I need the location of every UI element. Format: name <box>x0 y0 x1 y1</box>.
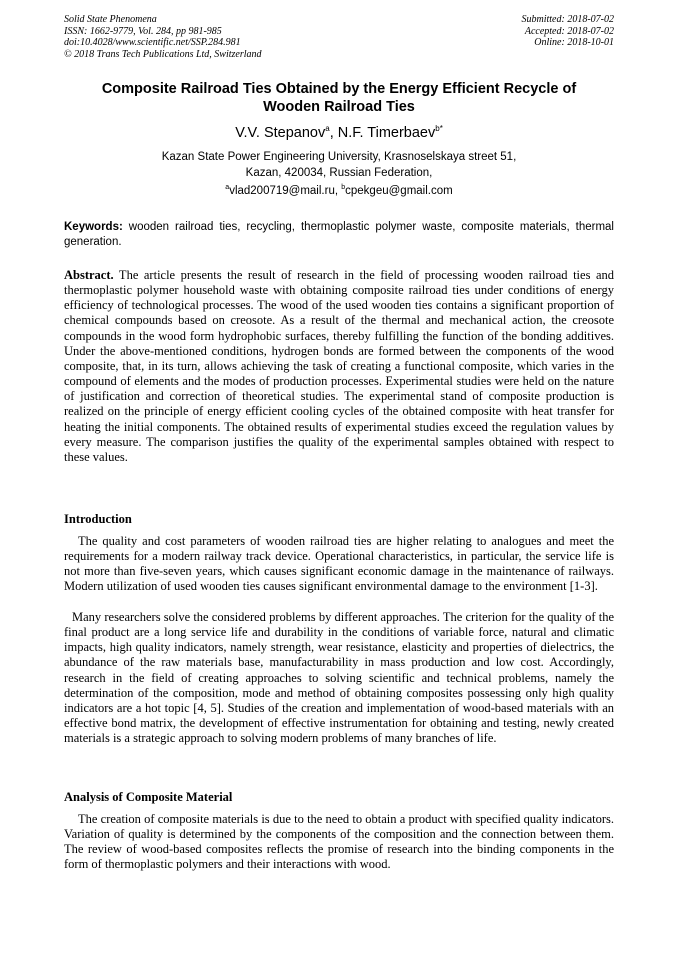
author-2: N.F. Timerbaev <box>337 125 436 141</box>
title-line-2: Wooden Railroad Ties <box>263 99 415 115</box>
introduction-heading: Introduction <box>64 512 132 526</box>
author-emails <box>64 184 614 199</box>
affiliation-line-2: Kazan, 420034, Russian Federation, <box>245 166 433 179</box>
paper-title <box>64 80 614 116</box>
introduction-paragraph-2: Many researchers solve the considered problems by different approaches. The criterion for the quality of the final product are a long service life and durability in the conditions of variable force, natural and climatic impacts, high quality indicators, namely strength, wear resistance, elasticity and properties of dielectrics, the abundance of the raw materials base, manufacturability in mass production and low cost. Accordingly, research in the field of creating approaches to solving scientific and technical problems, namely the determination of the composition, mode and method of obtaining composites possessing only high quality indicators are a hot topic [4, 5]. Studies of the creation and implementation of wood-based materials with an effective bond matrix, the development of effective instrumentation for obtaining and testing, newly created materials is a strategic approach to solving modern problems of many branches of life. <box>64 610 614 746</box>
accepted-date: Accepted: 2018-07-02 <box>524 25 614 37</box>
publication-dates <box>522 14 615 49</box>
author-list <box>64 124 614 142</box>
email-b[interactable]: cpekgeu@gmail.com <box>345 185 453 197</box>
journal-info <box>64 14 262 60</box>
abstract <box>64 268 614 465</box>
introduction-paragraph-1: The quality and cost parameters of wooden railroad ties are higher relating to analogues and meet the requirements for a modern railway track device. Operational characteristics, in particular, the service life is not more than five-seven years, which causes significant economic damage in the maintenance of railways. Modern utilization of used wooden ties causes significant environmental damage to the environment [1-3]. <box>64 534 614 594</box>
journal-issn: ISSN: 1662-9779, Vol. 284, pp 981-985 <box>64 25 222 37</box>
author-separator: , <box>329 125 338 141</box>
keywords-text: wooden railroad ties, recycling, thermoplastic polymer waste, composite materials, thermal generation. <box>64 221 614 248</box>
affiliation <box>64 150 614 181</box>
email-a-mark: a <box>225 184 230 192</box>
abstract-text: The article presents the result of research in the field of processing wooden railroad ties and thermoplastic polymer household waste with obtaining composite railroad ties under conditions of energy efficiency of technological processes. The wood of the used wooden ties contains a significant proportion of chemical compounds based on creosote. As a result of the thermal and mechanical action, the creosote compounds in the wood form hydrophobic surfaces, thereby fulfilling the function of the bonding additives. Under the above-mentioned conditions, hydrogen bonds are formed between the components of the wood composite, that, in its turn, allows achieving the task of creating a functional composite, which varies in the compound of elements and the modes of production processes. Experimental studies were held on the nature of justification and correction of theoretical studies. The experimental stand of composite production is realized on the principle of energy efficient cooling cycles of the obtained composite with heat transfer for heating the initial components. The obtained results of experimental studies exceed the regulation values by every measure. The comparison justifies the quality of the experimental samples obtained with respect to these values. <box>64 268 614 464</box>
submitted-date: Submitted: 2018-07-02 <box>521 14 614 25</box>
email-b-mark: b <box>341 184 346 192</box>
journal-doi[interactable]: doi:10.4028/www.scientific.net/SSP.284.981 <box>64 37 241 48</box>
author-2-affil-mark: b* <box>435 124 443 134</box>
analysis-paragraph-1: The creation of composite materials is due to the need to obtain a product with specified quality indicators. Variation of quality is determined by the components of the composition and the connection between them. The review of wood-based composites reflects the promise of research into the binding components in the form of thermoplastic polymers and their interactions with wood. <box>64 812 614 872</box>
keywords-label: Keywords: <box>64 221 123 233</box>
abstract-label: Abstract. <box>64 268 114 282</box>
author-1: V.V. Stepanov <box>235 125 326 141</box>
author-1-affil-mark: a <box>325 124 330 134</box>
journal-copyright: © 2018 Trans Tech Publications Ltd, Switzerland <box>64 48 262 60</box>
affiliation-line-1: Kazan State Power Engineering University, Krasnoselskaya street 51, <box>161 151 517 163</box>
online-date: Online: 2018-10-01 <box>534 37 614 48</box>
analysis-heading: Analysis of Composite Material <box>64 790 233 804</box>
keywords <box>64 220 614 250</box>
journal-name: Solid State Phenomena <box>64 14 157 25</box>
email-a[interactable]: vlad200719@mail.ru, <box>229 185 342 197</box>
title-line-1: Composite Railroad Ties Obtained by the Energy Efficient Recycle of <box>101 81 577 97</box>
